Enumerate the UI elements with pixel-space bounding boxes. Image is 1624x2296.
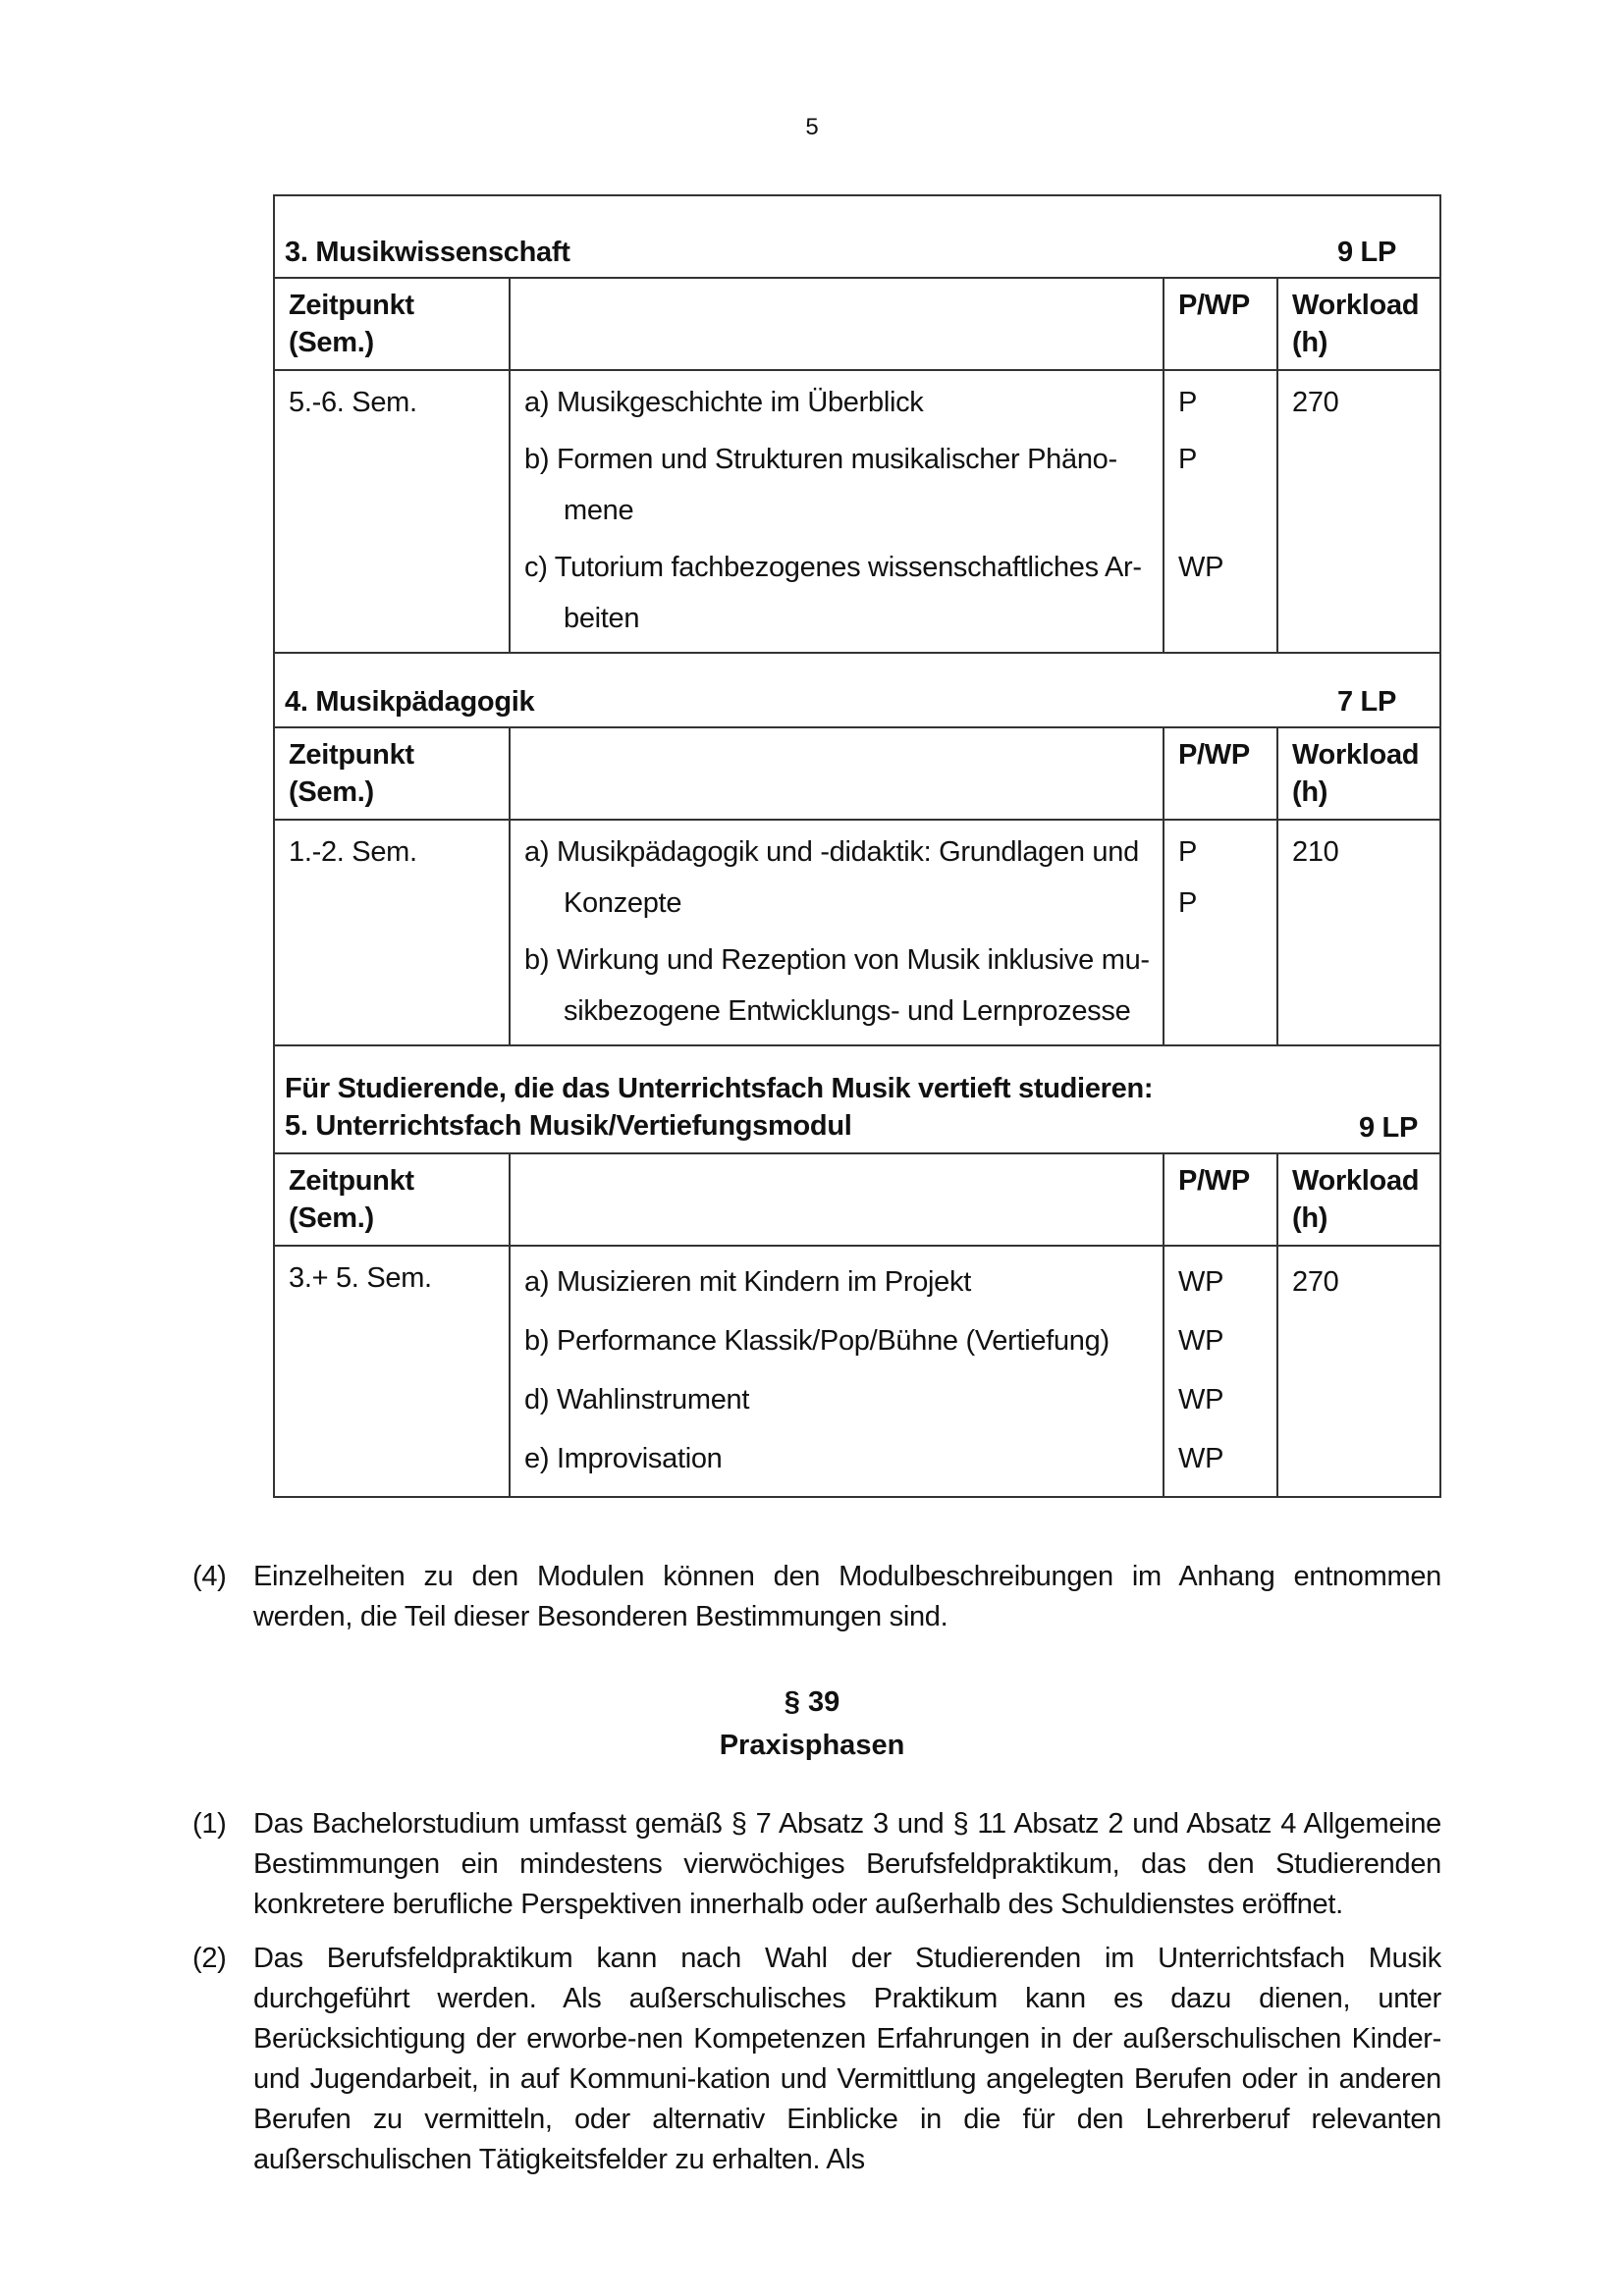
course-item: d) Wahlinstrument: [524, 1384, 750, 1415]
section-title: Praxisphasen: [719, 1730, 905, 1761]
col-zeitpunkt: Zeitpunkt: [289, 290, 414, 321]
paragraph-text: Einzelheiten zu den Modulen können den Modulbeschreibungen im Anhang entnommen werden, die Teil dieser Besonderen Bestimmungen sind.: [253, 1561, 1441, 1632]
course-type: P: [1178, 387, 1198, 418]
module-header: [275, 1039, 1439, 1154]
col-description: [511, 1154, 1164, 1245]
col-workload: Workload: [1292, 1165, 1420, 1197]
paragraph-4: [192, 1557, 1441, 1637]
col-workload-unit: (h): [1292, 327, 1328, 358]
paragraph-text: Das Berufsfeldpraktikum kann nach Wahl der Studierenden im Unterrichtsfach Musik durchgeführt werden. Als außerschulisches Praktikum kann es dazu dienen, unter Berücksichtigung der erworbe-nen Kompetenzen Erfahrungen in der außerschulischen Kinder- und Jugendarbeit, in auf Kommuni-kation und Vermittlung angelegten Berufen oder in anderen Berufen zu vermitteln, oder alternativ Einblicke in die für den Lehrerberuf relevanten außerschulischen Tätigkeitsfelder zu erhalten. Als: [253, 1943, 1441, 2175]
course-item: a) Musizieren mit Kindern im Projekt: [524, 1266, 971, 1298]
workload-value: 210: [1292, 836, 1339, 868]
course-type: WP: [1178, 1325, 1224, 1357]
course-item: a) Musikgeschichte im Überblick: [524, 387, 924, 418]
table-row: [275, 821, 1439, 1044]
course-type: WP: [1178, 552, 1224, 583]
section-paragraph-1: [192, 1804, 1441, 1925]
section-heading: [0, 1681, 1624, 1767]
course-type: WP: [1178, 1266, 1224, 1298]
col-workload-unit: (h): [1292, 1202, 1328, 1234]
column-header-row: [275, 728, 1439, 821]
col-zeitpunkt-sem: (Sem.): [289, 776, 374, 808]
col-workload: Workload: [1292, 739, 1420, 771]
module-credits: 7 LP: [1336, 686, 1396, 718]
module-title: 5. Unterrichtsfach Musik/Vertiefungsmodul: [285, 1110, 852, 1142]
col-zeitpunkt-sem: (Sem.): [289, 1202, 374, 1234]
paragraph-text: Das Bachelorstudium umfasst gemäß § 7 Absatz 3 und § 11 Absatz 2 und Absatz 4 Allgemeine Bestimmungen ein mindestens vierwöchiges Berufsfeldpraktikum, das den Studierenden konkretere berufliche Perspektiven innerhalb oder außerhalb des Schuldienstes eröffnet.: [253, 1808, 1441, 1920]
column-header-row: [275, 1154, 1439, 1247]
module-header: [275, 644, 1439, 728]
course-type: P: [1178, 887, 1198, 919]
section-paragraph-2: [192, 1939, 1441, 2180]
module-title: 4. Musikpädagogik: [285, 686, 535, 718]
col-zeitpunkt: Zeitpunkt: [289, 1165, 414, 1197]
module-credits: 9 LP: [1358, 1112, 1418, 1144]
module-title: 3. Musikwissenschaft: [285, 237, 570, 268]
course-item: b) Performance Klassik/Pop/Bühne (Vertiefung): [524, 1325, 1110, 1357]
course-type: WP: [1178, 1443, 1224, 1474]
course-item: a) Musikpädagogik und -didaktik: Grundlagen und Konzepte: [524, 836, 1139, 919]
col-pwp: P/WP: [1178, 1165, 1250, 1197]
col-description: [511, 279, 1164, 369]
semester: 1.-2. Sem.: [289, 836, 417, 868]
col-pwp: P/WP: [1178, 290, 1250, 321]
section-number: § 39: [784, 1686, 840, 1718]
module-table-musikwissenschaft: [273, 194, 1441, 654]
workload-value: 270: [1292, 387, 1339, 418]
module-table-musikpaedagogik: [273, 644, 1441, 1046]
course-type: P: [1178, 444, 1198, 475]
col-pwp: P/WP: [1178, 739, 1250, 771]
semester: 5.-6. Sem.: [289, 387, 417, 418]
column-header-row: [275, 279, 1439, 371]
course-item: b) Formen und Strukturen musikalischer Phäno- mene: [524, 444, 1117, 526]
module-table-vertiefungsmodul: [273, 1039, 1441, 1498]
col-workload-unit: (h): [1292, 776, 1328, 808]
col-description: [511, 728, 1164, 819]
course-item: e) Improvisation: [524, 1443, 723, 1474]
workload-value: 270: [1292, 1266, 1339, 1298]
module-credits: 9 LP: [1336, 237, 1396, 268]
course-type: P: [1178, 836, 1198, 868]
module-header: [275, 196, 1439, 279]
col-zeitpunkt-sem: (Sem.): [289, 327, 374, 358]
paragraph-number: (4): [192, 1561, 227, 1592]
course-item: b) Wirkung und Rezeption von Musik inklusive mu- sikbezogene Entwicklungs- und Lernprozesse: [524, 944, 1150, 1027]
table-row: [275, 1247, 1439, 1496]
course-type: WP: [1178, 1384, 1224, 1415]
col-workload: Workload: [1292, 290, 1420, 321]
semester: 3.+ 5. Sem.: [289, 1262, 432, 1294]
paragraph-number: (1): [192, 1808, 227, 1840]
col-zeitpunkt: Zeitpunkt: [289, 739, 414, 771]
paragraph-number: (2): [192, 1943, 227, 1974]
page-number: 5: [805, 114, 819, 140]
course-item: c) Tutorium fachbezogenes wissenschaftliches Ar- beiten: [524, 552, 1142, 634]
module-title-prefix: Für Studierende, die das Unterrichtsfach Musik vertieft studieren:: [285, 1073, 1154, 1104]
table-row: [275, 371, 1439, 652]
